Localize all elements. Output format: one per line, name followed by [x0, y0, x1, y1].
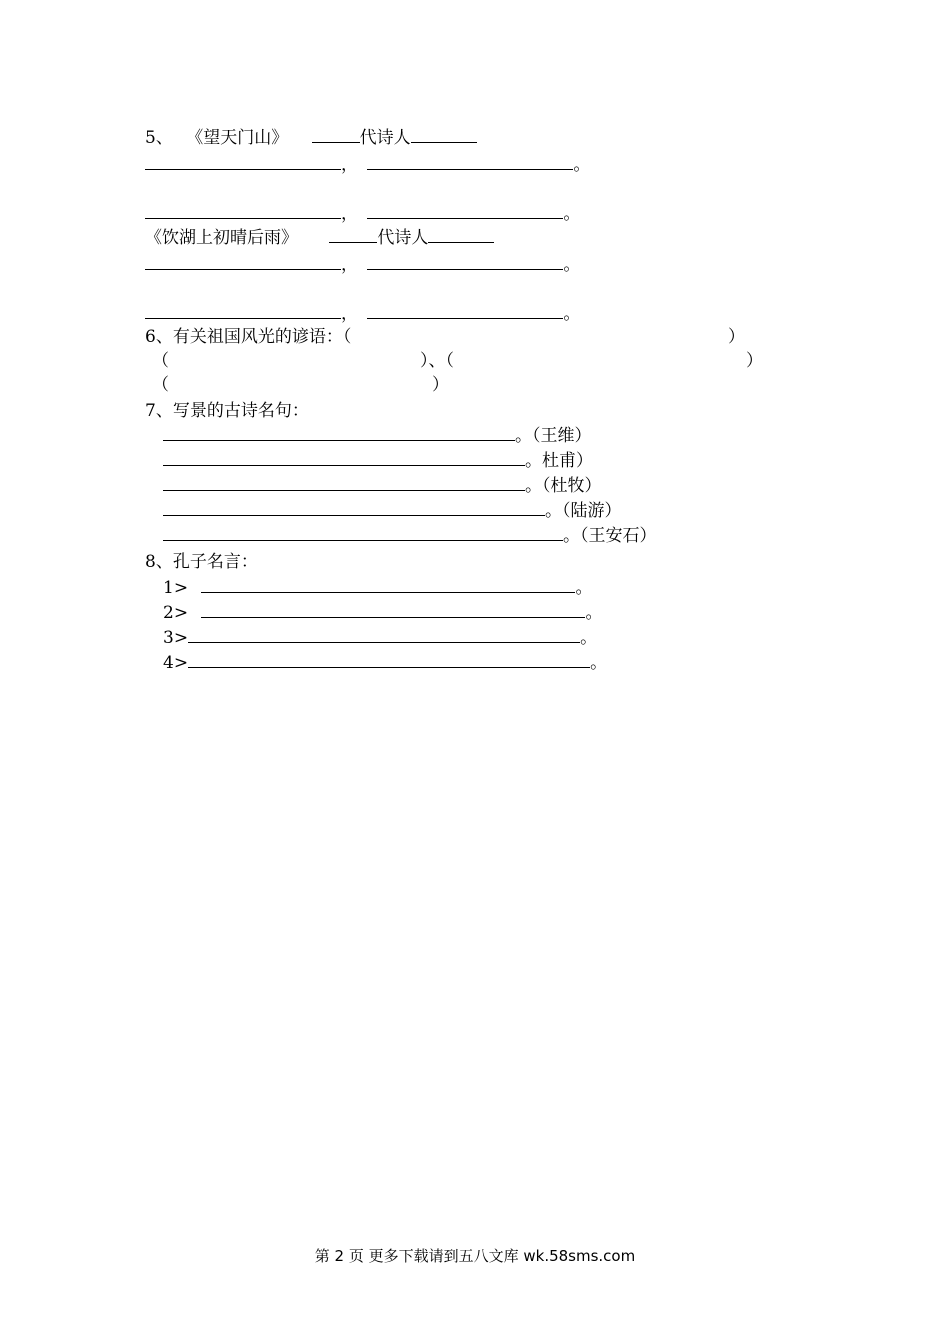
fill-blank[interactable] — [188, 628, 580, 643]
fill-blank[interactable] — [201, 578, 575, 593]
comma: ， — [341, 255, 358, 275]
fill-blank[interactable] — [163, 451, 525, 466]
comma: ， — [341, 204, 358, 224]
poem1-title: 《望天门山》 — [186, 128, 289, 148]
comma: ， — [341, 155, 358, 175]
paren-separator: ）、（ — [420, 351, 454, 371]
fill-blank[interactable] — [367, 304, 563, 319]
poem2-poet-blank[interactable] — [428, 228, 494, 243]
fill-blank[interactable] — [163, 476, 525, 491]
q7-title: 7、写景的古诗名句： — [145, 401, 309, 421]
paren-open: （ — [152, 375, 169, 395]
poem2-dynasty-blank[interactable] — [329, 228, 377, 243]
fill-blank[interactable] — [367, 255, 563, 270]
poem1-poet-blank[interactable] — [411, 128, 477, 143]
fill-blank[interactable] — [163, 526, 563, 541]
fill-blank[interactable] — [145, 304, 341, 319]
q7-item — [163, 526, 657, 546]
q7-item-suffix: 。（王维） — [515, 426, 592, 446]
q8-item-number: 1> — [163, 578, 189, 598]
q8-title: 8、孔子名言： — [145, 552, 258, 572]
q5-poem2-line — [145, 228, 494, 248]
q8-item — [163, 628, 597, 648]
poem2-line-2 — [145, 304, 580, 324]
q7-item — [163, 476, 602, 496]
q8-item — [163, 578, 592, 598]
q8-item-number: 4> — [163, 653, 189, 673]
q7-item — [163, 451, 593, 471]
q7-item-suffix: 。（王安石） — [563, 526, 657, 546]
fill-blank[interactable] — [188, 653, 590, 668]
fill-blank[interactable] — [145, 255, 341, 270]
period: 。 — [573, 155, 591, 175]
fill-blank[interactable] — [367, 155, 573, 170]
poem2-dynasty-suffix: 代诗人 — [377, 228, 429, 248]
q7-item — [163, 426, 592, 446]
q7-item-suffix: 。（陆游） — [545, 501, 622, 521]
paren-close: ） — [432, 375, 449, 395]
paren-close: ） — [746, 351, 763, 371]
poem2-title: 《饮湖上初晴后雨》 — [145, 228, 298, 248]
q7-item-suffix: 。杜甫） — [525, 451, 593, 471]
q8-item-number: 3> — [163, 628, 189, 648]
fill-blank[interactable] — [201, 603, 585, 618]
poem1-dynasty-blank[interactable] — [312, 128, 360, 143]
fill-blank[interactable] — [367, 204, 563, 219]
q8-item-suffix: 。 — [590, 653, 608, 673]
fill-blank[interactable] — [145, 204, 341, 219]
q5-poem1-line — [145, 128, 477, 148]
q8-item-number: 2> — [163, 603, 189, 623]
poem2-line-1 — [145, 255, 580, 275]
page-footer: 第 2 页 更多下载请到五八文库 wk.58sms.com — [314, 1247, 636, 1265]
poem1-line-1 — [145, 155, 590, 175]
poem1-dynasty-suffix: 代诗人 — [359, 128, 411, 148]
q6-title: 6、有关祖国风光的谚语：（ — [145, 327, 352, 347]
q8-item — [163, 603, 602, 623]
q8-item-suffix: 。 — [575, 578, 593, 598]
period: 。 — [563, 255, 581, 275]
paren-open: （ — [152, 351, 169, 371]
fill-blank[interactable] — [145, 155, 341, 170]
comma: ， — [341, 304, 358, 324]
q5-label: 5、 — [145, 128, 173, 148]
paren-close: ） — [728, 327, 745, 347]
q7-item — [163, 501, 622, 521]
period: 。 — [563, 304, 581, 324]
fill-blank[interactable] — [163, 501, 545, 516]
q8-item-suffix: 。 — [580, 628, 598, 648]
q7-item-suffix: 。（杜牧） — [525, 476, 602, 496]
poem1-line-2 — [145, 204, 580, 224]
q8-item-suffix: 。 — [585, 603, 603, 623]
q8-item — [163, 653, 607, 673]
fill-blank[interactable] — [163, 426, 515, 441]
period: 。 — [563, 204, 581, 224]
